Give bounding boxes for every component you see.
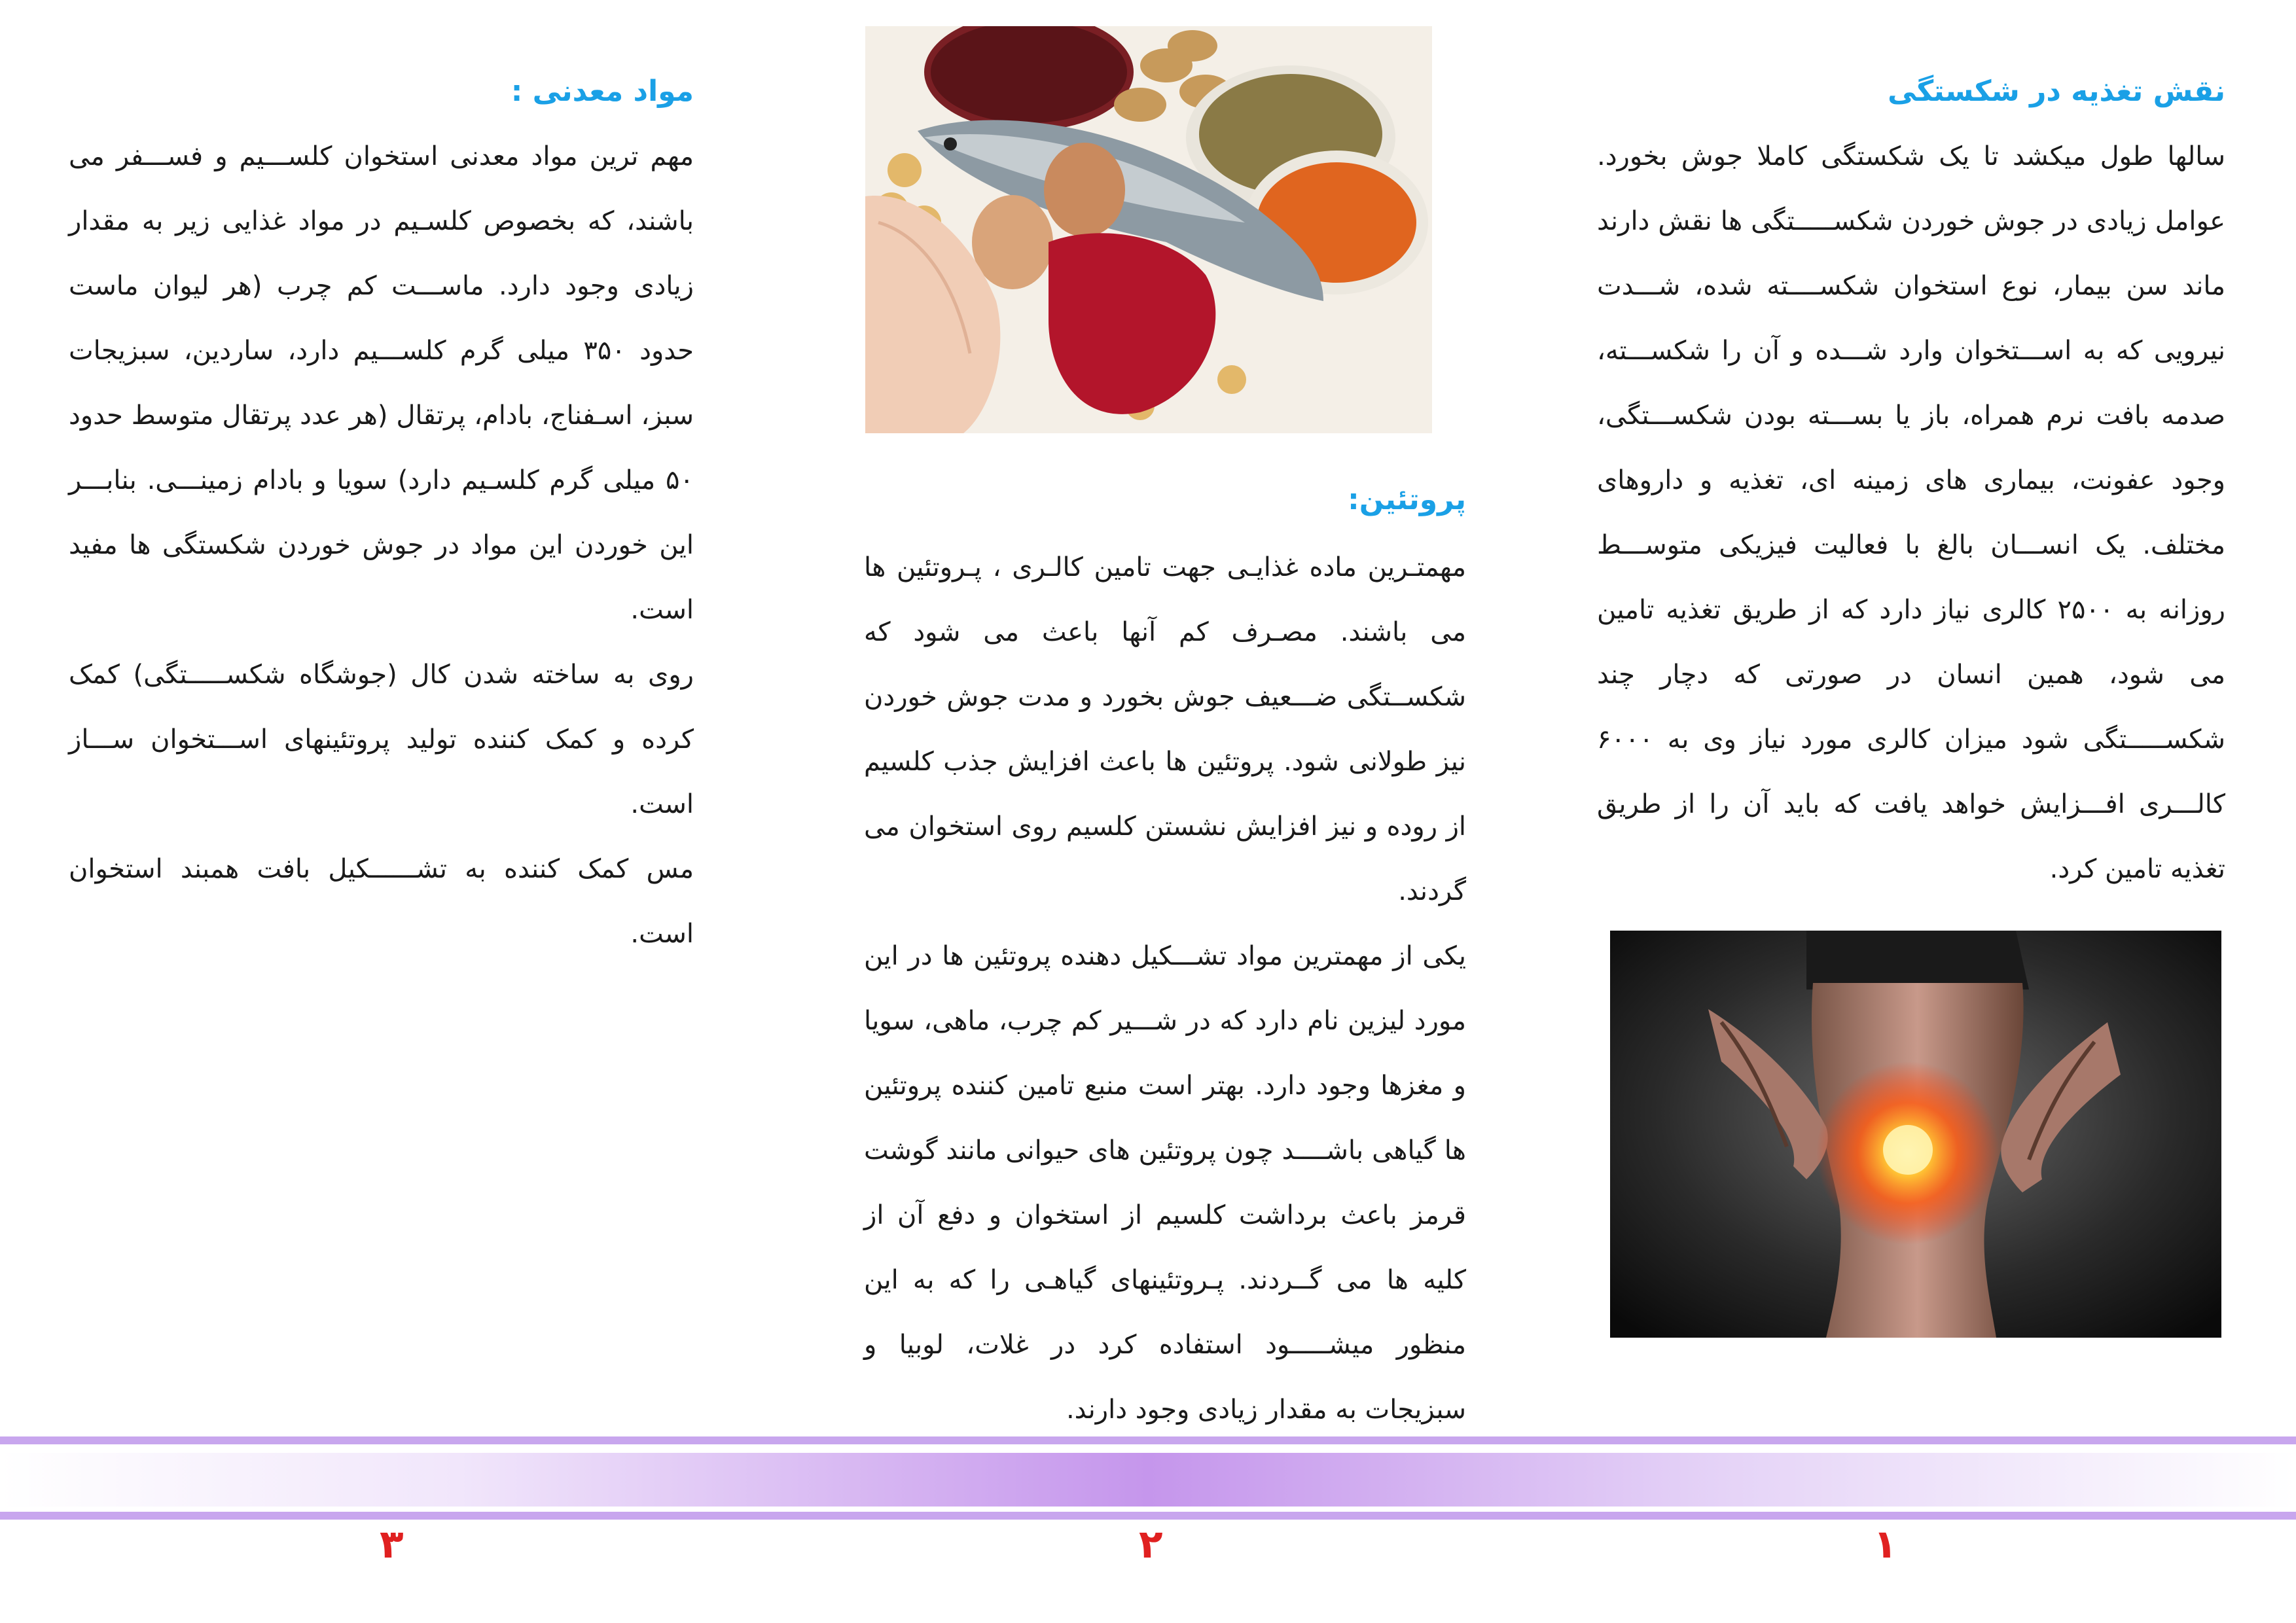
panel-2 [864,0,1466,1425]
panel-3-body [69,124,694,967]
panel-3 [69,0,694,1414]
panel-3-heading: مواد معدنی : [511,75,694,108]
panel-2-paragraph: مهمتـرین ماده غذایـی جهت تامین کالـری ، پـروتئین ها می باشند. مصـرف کم آنها باعث می شود که شکســتگی ضـــعیف جوش بخورد و مدت جوش خوردن نیز طولانی شود. پروتئین ها باعث افزایش جذب کلسیم از روده و نیز افزایش نشستن کلسیم روی استخوان می گردند. [864,552,1466,906]
panel-2-heading: پروتئین: [1348,483,1466,516]
page-number-1: ۱ [1873,1522,1897,1567]
knee-joint-pain-photo [1610,931,2221,1338]
panel-3-paragraph: مس کمک کننده به تشــــــکیل بافت همبند استخوان است. [69,854,694,949]
panel-1-paragraph: سالها طول میکشد تا یک شکستگی کاملا جوش بخورد. عوامل زیادی در جوش خوردن شکســـــتگی ها نقش دارند ماند سن بیمار، نوع استخوان شکســــته شده، شـــدت نیرویی که به اســـتخوان وارد شـــده و آن را شکســـته، صدمه بافت نرم همراه، باز یا بســـته بودن شکســـتگی، وجود عفونت، بیماری های زمینه ای، تغذیه و داروهای مختلف. یک انســـان بالغ با فعالیت فیزیکی متوســـط روزانه به ۲۵۰۰ کالری نیاز دارد که از طریق تغذیه تامین می شود، همین انسان در صورتی که دچار چند شکســـــتگی شود میزان کالری مورد نیاز وی به ۶۰۰۰ کالـــری افـــزایش خواهد یافت که باید آن را از طریق تغذیه تامین کرد. [1597,141,2225,884]
page-number-3: ۳ [380,1522,404,1567]
top-band-line [0,1436,2296,1444]
panel-1-body [1597,124,2225,902]
gradient-band [0,1453,2296,1507]
panel-1-heading: نقش تغذیه در شکستگی [1888,75,2225,108]
panel-2-paragraph: یکی از مهمترین مواد تشـــکیل دهنده پروتئین ها در این مورد لیزین نام دارد که در شـــیر کم چرب، ماهی، سویا و مغزها وجود دارد. بهتر است منبع تامین کننده پروتئین ها گیاهی باشــــد چون پروتئین های حیوانی مانند گوشت قرمز باعث برداشت کلسیم از استخوان و دفع آن از کلیه ها می گــردند. پـروتئینهای گیاهـی را که به این منظور میشـــــود استفاده کرد در غلات، لوبیا و سبزیجات به مقدار زیادی وجود دارند. [864,941,1466,1425]
panel-2-body [864,535,1466,1442]
bottom-band-line [0,1512,2296,1520]
panel-3-paragraph: روی به ساخته شدن کال (جوشگاه شکســـــتگی) کمک کرده و کمک کننده تولید پروتئینهای اســـتخوان ســـاز است. [69,660,694,819]
page-number-2: ۲ [1139,1522,1163,1567]
panel-3-paragraph: مهم ترین مواد معدنی استخوان کلســـیم و فســـفر می باشند، که بخصوص کلسـیم در مواد غذایی زیر به مقدار زیادی وجود دارد. ماســـت کم چرب (هر لیوان ماست حدود ۳۵۰ میلی گرم کلســـیم دارد، ساردین، سبزیجات سبز، اسـفناج، بادام، پرتقال (هر عدد پرتقال متوسط حدود ۵۰ میلی گرم کلسـیم دارد) سویا و بادام زمینـــی. بنابـــر این خوردن این مواد در جوش خوردن شکستگی ها مفید است. [69,141,694,625]
